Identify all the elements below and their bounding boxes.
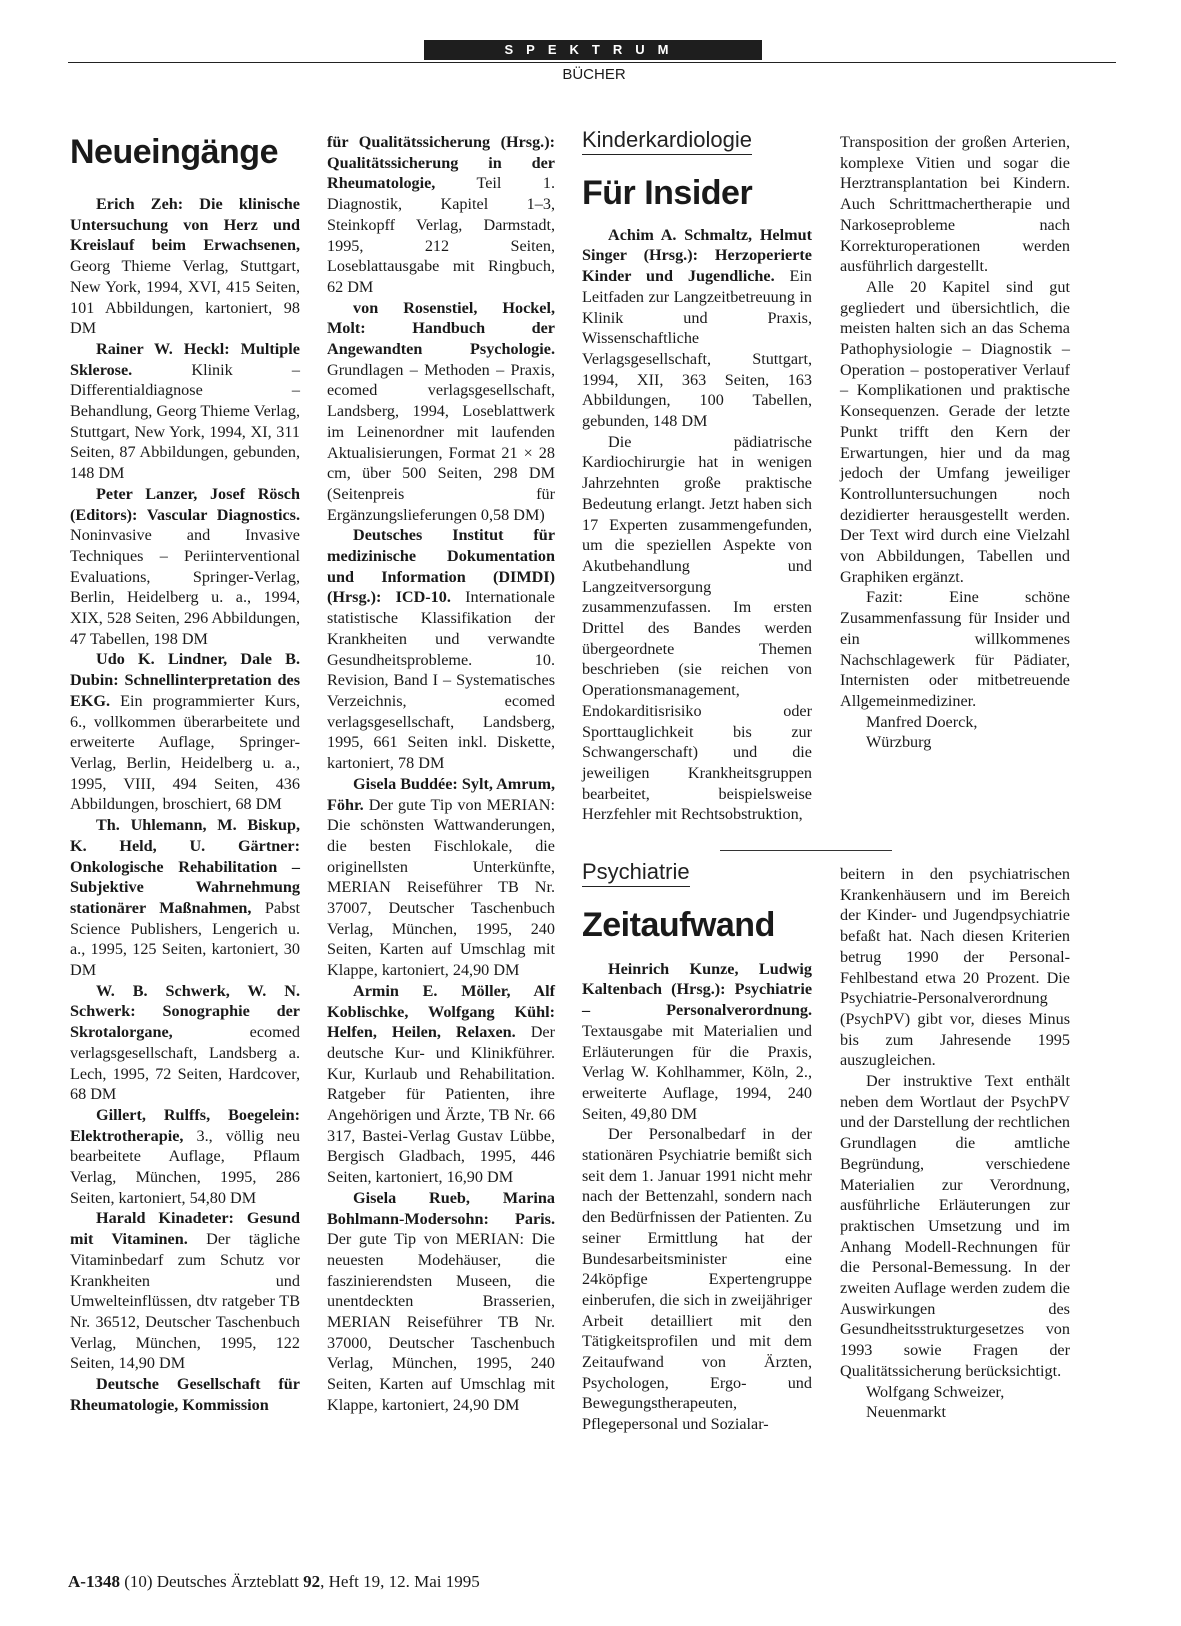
- book-entry-title: Rainer W. Heckl: Multiple Sklerose.: [70, 339, 300, 379]
- author-name: Manfred Doerck,: [866, 712, 978, 731]
- article-paragraph: beitern in den psychiatrischen Krankenhäusern und im Bereich der Kinder- und Jugendpsychiatrie befaßt hat. Nach diesen Kriterien betrug 1990 der Personal-Fehlbestand etwa 20 Prozent. Die Psychiatrie-Personalverordnung (PsychPV) gibt vor, dieses Minus bis zum Jahresende 1995 auszugleichen.: [840, 865, 1070, 1070]
- article-divider: [720, 850, 892, 851]
- lead-bold: Achim A. Schmaltz, Helmut Singer (Hrsg.): Herzoperierte Kinder und Jugendliche.: [582, 225, 812, 286]
- article-paragraph: Die pädiatrische Kardiochirurgie hat in wenigen Jahrzehnten große praktische Bedeutung erlangt. Jetzt haben sich 17 Experten zusammengefunden, um die speziellen Aspekte von Akutbehandlung und Langzeitversorgung zusammenzufassen. Im ersten Drittel des Bandes werden übergeordnete Themen beschrieben (sie reichen von Operationsmanagement, Endokarditisrisiko oder Sporttauglichkeit bis zur Schwangerschaft) und die jeweiligen Krankheitsgruppen bearbeitet, beispielsweise Herzfehler mit Rechtsobstruktion,: [582, 432, 812, 824]
- book-entry-title: Erich Zeh: Die klinische Untersuchung von Herz und Kreislauf beim Erwachsenen,: [70, 195, 300, 255]
- book-entry-details: Ein programmierter Kurs, 6., vollkommen überarbeitete und erweiterte Auflage, Springer-Verlag, Berlin, Heidelberg u. a., 1995, VIII, 494 Seiten, 436 Abbildungen, broschiert, 68 DM: [70, 691, 300, 814]
- header-rule: [68, 62, 1116, 63]
- book-entry-title: Harald Kinadeter: Gesund mit Vitaminen.: [70, 1209, 300, 1249]
- page-number: A-1348: [68, 1572, 120, 1591]
- book-entry-title: Peter Lanzer, Josef Rösch (Editors): Vascular Diagnostics.: [70, 484, 300, 524]
- book-entry-title: W. B. Schwerk, W. N. Schwerk: Sonographie der Skrotalorgane,: [70, 981, 300, 1042]
- journal-volume: 92: [303, 1572, 321, 1591]
- book-entry-details: Pabst Science Publishers, Lengerich u. a., 1995, 125 Seiten, kartoniert, 30 DM: [70, 898, 300, 980]
- headline-fuer-insider: Für Insider: [582, 173, 753, 212]
- headline-neueingaenge: Neueingänge: [70, 133, 278, 171]
- book-entry: [70, 981, 300, 1105]
- book-entry: [70, 1105, 300, 1209]
- article-kinderkardiologie-col1: [582, 127, 812, 825]
- book-entry-title: Gillert, Rulffs, Boegelein: Elektrotherapie,: [70, 1105, 300, 1145]
- book-entry-title: von Rosenstiel, Hockel, Molt: Handbuch der Angewandten Psychologie.: [327, 298, 555, 359]
- book-entry-title: Deutsches Institut für medizinische Dokumentation und Information (DIMDI) (Hrsg.): ICD-10.: [327, 526, 555, 607]
- book-entry-details: Georg Thieme Verlag, Stuttgart, New York, 1994, XVI, 415 Seiten, 101 Abbildungen, kartoniert, 98 DM: [70, 257, 300, 338]
- book-entry-details: ecomed verlagsgesellschaft, Landsberg a. Lech, 1995, 72 Seiten, Hardcover, 68 DM: [70, 1023, 300, 1104]
- book-entry-details: Der tägliche Vitaminbedarf zum Schutz vor Krankheiten und Umwelteinflüssen, dtv ratgeber TB Nr. 36512, Deutscher Taschenbuch Verlag, München, 1995, 122 Seiten, 14,90 DM: [70, 1230, 300, 1373]
- book-entry-title: Gisela Buddée: Sylt, Amrum, Föhr.: [327, 774, 555, 814]
- book-entry: [70, 649, 300, 815]
- book-entry-title: Armin E. Möller, Alf Koblischke, Wolfgang Kühl: Helfen, Heilen, Relaxen.: [327, 981, 555, 1042]
- page-footer: [68, 1572, 480, 1592]
- book-entry-details: Der deutsche Kur- und Klinikführer. Kur, Kurlaub und Rehabilitation. Ratgeber für Patienten, ihre Angehörigen und Ärzte, TB Nr. 66 317, Bastei-Verlag Gustav Lübbe, Bergisch Gladbach, 1995, 446 Seiten, kartoniert, 16,90 DM: [327, 1023, 555, 1187]
- author-city: Würzburg: [866, 733, 932, 752]
- article-lead: [582, 959, 812, 1125]
- book-entry: [70, 194, 300, 339]
- book-entry-details: Der gute Tip von MERIAN: Die schönsten Wattwanderungen, die besten Fischlokale, die originellsten Unterkünfte, MERIAN Reiseführer TB Nr. 37007, Deutscher Taschenbuch Verlag, München, 1995, 240 Seiten, Karten auf Umschlag mit Klappe, kartoniert, 24,90 DM: [327, 795, 555, 980]
- article-paragraph: Der instruktive Text enthält neben dem Wortlaut der PsychPV und der Darstellung der rechtlichen Grundlagen die amtliche Begründung, verschiedene Materialien zur Verordnung, ausführliche Erläuterungen zur praktischen Umsetzung und im Anhang Modell-Rechnungen für die Personal-Bemessung. In der zweiten Auflage werden zudem die Auswirkungen des Gesundheitsstrukturgesetzes von 1993 sowie Fragen der Qualitätssicherung berücksichtigt.: [840, 1072, 1070, 1380]
- author-name: Wolfgang Schweizer,: [866, 1382, 1005, 1401]
- book-entry: [70, 339, 300, 484]
- issue-date: , Heft 19, 12. Mai 1995: [320, 1572, 480, 1591]
- article-paragraph: Transposition der großen Arterien, komplexe Vitien und sogar die Herztransplantation bei Kindern. Auch Schrittmachertherapie und Narkoseprobleme nach Korrekturoperationen werden ausführlich dargestellt.: [840, 133, 1070, 276]
- book-entry: [70, 484, 300, 650]
- book-entry-details: Klinik – Differentialdiagnose – Behandlung, Georg Thieme Verlag, Stuttgart, New York, 1994, XI, 311 Seiten, 87 Abbildungen, gebunden, 148 DM: [70, 360, 300, 483]
- article-kinderkardiologie-col2: [840, 132, 1070, 753]
- column-neueingaenge: [70, 132, 300, 1415]
- book-entry: [70, 815, 300, 981]
- book-entry-title: für Qualitätssicherung (Hrsg.): Qualitätssicherung in der Rheumatologie,: [327, 133, 555, 193]
- journal-name: Deutsches Ärzteblatt: [156, 1572, 299, 1591]
- section-label: BÜCHER: [562, 66, 626, 83]
- headline-zeitaufwand: Zeitaufwand: [582, 905, 775, 944]
- book-entry: [327, 132, 555, 298]
- book-entry-details: Teil 1. Diagnostik, Kapitel 1–3, Steinkopff Verlag, Darmstadt, 1995, 212 Seiten, Loseblattausgabe mit Ringbuch, 62 DM: [327, 174, 555, 296]
- column-books-continued: [327, 132, 555, 1416]
- article-psychiatrie-col1: [582, 859, 812, 1435]
- lead-text: Textausgabe mit Materialien und Erläuterungen für die Praxis, Verlag W. Kohlhammer, Köln, 2., erweiterte Auflage, 1994, 240 Seiten, 49,80 DM: [582, 1021, 812, 1123]
- book-entry: [327, 298, 555, 526]
- issue-number: (10): [124, 1572, 153, 1591]
- book-list-continued: [327, 132, 555, 1416]
- article-psychiatrie-col2: [840, 864, 1070, 1423]
- book-entry-details: Grundlagen – Methoden – Praxis, ecomed verlagsgesellschaft, Landsberg, 1994, Loseblattwerk im Leinenordner mit laufenden Aktualisierungen, Format 21 × 28 cm, über 500 Seiten, 298 DM (Seitenpreis für Ergänzungslieferungen 0,58 DM): [327, 360, 555, 524]
- book-entry-title: Udo K. Lindner, Dale B. Dubin: Schnellinterpretation des EKG.: [70, 650, 300, 710]
- article-lead: [582, 225, 812, 432]
- article-paragraph: Fazit: Eine schöne Zusammenfassung für Insider und ein willkommenes Nachschlagewerk für Pädiater, Internisten oder mitbetreuende Allgemeinmediziner.: [840, 588, 1070, 710]
- book-entry: [327, 525, 555, 773]
- book-entry: [70, 1208, 300, 1374]
- lead-bold: Heinrich Kunze, Ludwig Kaltenbach (Hrsg.): Psychiatrie – Personalverordnung.: [582, 959, 812, 1020]
- book-entry-details: Der gute Tip von MERIAN: Die neuesten Modehäuser, die faszinierendsten Museen, die unentdeckten Brasserien, MERIAN Reiseführer TB Nr. 37000, Deutscher Taschenbuch Verlag, München, 1995, 240 Seiten, Karten auf Umschlag mit Klappe, kartoniert, 24,90 DM: [327, 1230, 555, 1414]
- book-entry: [70, 1374, 300, 1415]
- rubric-kinderkardiologie: Kinderkardiologie: [582, 130, 752, 155]
- author-city: Neuenmarkt: [866, 1403, 947, 1422]
- article-paragraph: Der Personalbedarf in der stationären Psychiatrie bemißt sich seit dem 1. Januar 1991 nicht mehr nach der Bettenzahl, sondern nach den Bedürfnissen der Patienten. Zu seiner Ermittlung hat der Bundesarbeitsminister eine 24köpfige Expertengruppe einberufen, die sich in zweijähriger Arbeit detailliert mit den Tätigkeitsprofilen und mit dem Zeitaufwand von Ärzten, Psychologen, Ergo- und Bewegungstherapeuten, Pflegepersonal und Sozialar-: [582, 1125, 812, 1434]
- section-kicker: SPEKTRUM: [424, 40, 762, 60]
- book-entry: [327, 1188, 555, 1416]
- book-entry-title: Gisela Rueb, Marina Bohlmann-Modersohn: Paris.: [327, 1188, 555, 1228]
- book-entry-details: Internationale statistische Klassifikation der Krankheiten und verwandte Gesundheitsprobleme. 10. Revision, Band I – Systematisches Verzeichnis, ecomed verlagsgesellschaft, Landsberg, 1995, 661 Seiten inkl. Diskette, kartoniert, 78 DM: [327, 588, 555, 773]
- article-paragraph: Alle 20 Kapitel sind gut gegliedert und übersichtlich, die meisten halten sich an das Schema Pathophysiologie – Diagnostik – Operation – postoperativer Verlauf – Komplikationen und praktische Konsequenzen. Gerade der letzte Punkt trifft den Kern der Erwartungen, hier und da mag jedoch der Umfang jeweiliger Kontrolluntersuchungen noch dezidierter herausgestellt werden. Der Text wird durch eine Vielzahl von Abbildungen, Tabellen und Graphiken ergänzt.: [840, 277, 1070, 586]
- rubric-psychiatrie: Psychiatrie: [582, 862, 690, 887]
- book-entry-title: Th. Uhlemann, M. Biskup, K. Held, U. Gärtner: Onkologische Rehabilitation – Subjektive Wahrnehmung stationärer Maßnahmen,: [70, 816, 300, 917]
- book-entry: [327, 774, 555, 981]
- book-entry-title: Deutsche Gesellschaft für Rheumatologie, Kommission: [70, 1375, 300, 1414]
- lead-text: Ein Leitfaden zur Langzeitbetreuung in Klinik und Praxis, Wissenschaftliche Verlagsgesellschaft, Stuttgart, 1994, XII, 363 Seiten, 163 Abbildungen, 100 Tabellen, gebunden, 148 DM: [582, 267, 812, 431]
- book-list: [70, 194, 300, 1415]
- book-entry: [327, 981, 555, 1188]
- book-entry-details: 3., völlig neu bearbeitete Auflage, Pflaum Verlag, München, 1995, 286 Seiten, kartoniert, 54,80 DM: [70, 1126, 300, 1207]
- book-entry-details: Noninvasive and Invasive Techniques – Periinterventional Evaluations, Springer-Verlag, Berlin, Heidelberg u. a., 1994, XIX, 528 Seiten, 296 Abbildungen, 47 Tabellen, 198 DM: [70, 526, 300, 648]
